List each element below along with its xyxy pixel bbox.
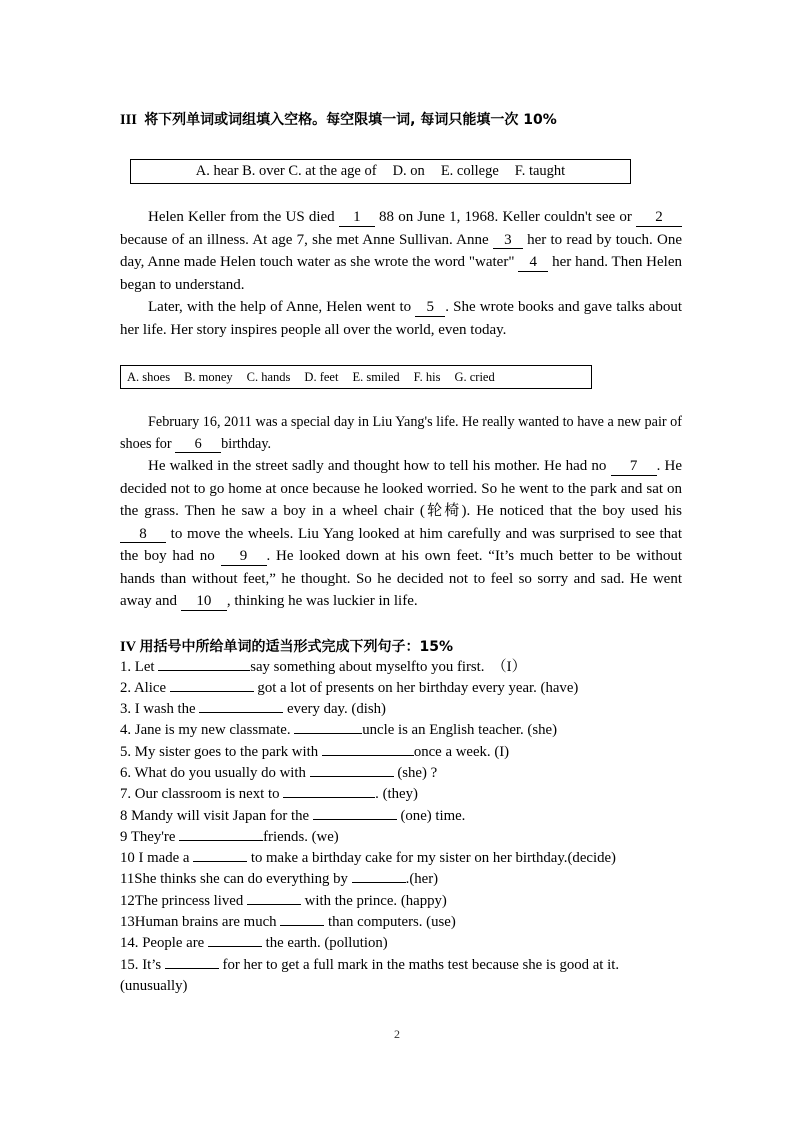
question-item — [120, 933, 682, 954]
question-number: 10 — [120, 850, 135, 867]
question-item — [120, 657, 682, 678]
question-number: 11 — [120, 871, 135, 888]
passage-1-paragraph-2 — [120, 296, 682, 341]
question-item — [120, 912, 682, 933]
question-text-after: . (they) — [375, 786, 418, 803]
question-text-after: say something about myselfto you first. （I） — [250, 658, 527, 675]
answer-blank[interactable] — [165, 968, 219, 969]
answer-blank[interactable] — [283, 797, 375, 798]
passage-text: to move the wheels. Liu Yang looked at him carefully and was surprised to see that the boy had no — [120, 525, 682, 564]
question-text-after: than computers. (use) — [324, 914, 456, 931]
answer-blank[interactable] — [158, 670, 250, 671]
word-option: B. over — [242, 163, 285, 179]
question-text-before: Alice — [131, 679, 170, 696]
question-text-after: .(her) — [405, 871, 439, 888]
answer-blank[interactable] — [313, 819, 397, 820]
question-text-before: I made a — [134, 850, 194, 867]
question-item — [120, 806, 682, 827]
question-text-before: People are — [138, 935, 208, 952]
passage-text: her hand. Then Helen began to understand. — [120, 254, 682, 293]
question-item — [120, 827, 682, 848]
question-number: 5. — [120, 743, 132, 760]
question-text-after: friends. (we) — [263, 828, 339, 845]
blank-4[interactable]: 4 — [518, 255, 548, 272]
section-iv-heading — [120, 637, 682, 657]
question-item — [120, 720, 682, 741]
passage-2-paragraph-1 — [120, 411, 682, 455]
word-option: E. smiled — [352, 370, 400, 384]
question-text-before: Mandy will visit Japan for the — [127, 807, 313, 824]
question-text-after: with the prince. (happy) — [300, 892, 447, 909]
blank-8[interactable]: 8 — [120, 527, 166, 544]
word-option: D. feet — [304, 370, 339, 384]
question-text-after: the earth. (pollution) — [261, 935, 388, 952]
question-item — [120, 784, 682, 805]
answer-blank[interactable] — [322, 755, 414, 756]
word-option: C. at the age of — [288, 163, 377, 179]
word-bank-2 — [120, 365, 592, 389]
passage-text: 88 on June 1, 1968. Keller couldn't see or — [374, 209, 636, 225]
section-iii-number: III — [120, 112, 137, 128]
question-text-before: Jane is my new classmate. — [131, 722, 295, 739]
question-text-before: Let — [131, 658, 159, 675]
answer-blank[interactable] — [193, 861, 247, 862]
section-iii-heading — [120, 110, 682, 130]
blank-9[interactable]: 9 — [221, 549, 267, 566]
question-text-before: Human brains are much — [134, 914, 281, 931]
question-number: 12 — [120, 892, 135, 909]
blank-6[interactable]: 6 — [175, 437, 221, 453]
word-option: D. on — [392, 163, 425, 179]
question-text-after: to make a birthday cake for my sister on her birthday.(decide) — [247, 850, 616, 867]
question-item — [120, 742, 682, 763]
question-text-before: My sister goes to the park with — [131, 743, 322, 760]
question-text-after: uncle is an English teacher. (she) — [362, 722, 558, 739]
passage-text: Later, with the help of Anne, Helen went to — [148, 299, 416, 315]
answer-blank[interactable] — [179, 840, 263, 841]
passage-text: , thinking he was luckier in life. — [226, 593, 418, 609]
blank-2[interactable]: 2 — [636, 210, 682, 227]
question-text-after: for her to get a full mark in the maths test because she is good at it.(unusually) — [120, 956, 620, 994]
question-number: 1. — [120, 658, 132, 675]
blank-1[interactable]: 1 — [339, 210, 375, 227]
blank-5[interactable]: 5 — [415, 300, 445, 317]
passage-text: He walked in the street sadly and thought how to tell his mother. He had no — [148, 458, 611, 474]
word-option: G. cried — [454, 370, 495, 384]
passage-text: . He looked down at his own feet. “It’s much better to be without hands than without feet,” he thought. So he decided not to feel so sorry and sad. He went away and — [120, 548, 683, 609]
question-text-after: got a lot of presents on her birthday every year. (have) — [253, 679, 579, 696]
question-text-before: What do you usually do with — [131, 764, 310, 781]
passage-text: her to read by touch. One day, Anne made Helen touch water as she wrote the word "water" — [120, 231, 682, 270]
word-option: E. college — [440, 163, 499, 179]
passage-text: . She wrote books and gave talks about her life. Her story inspires people all over the world, even today. — [120, 299, 682, 338]
section-iv-number: IV — [120, 638, 136, 655]
answer-blank[interactable] — [247, 904, 301, 905]
passage-text: birthday. — [221, 436, 272, 452]
question-text-after: once a week. (I) — [413, 743, 510, 760]
section-iv-title: 用括号中所给单词的适当形式完成下列句子：15% — [139, 638, 453, 655]
question-number: 6. — [120, 764, 132, 781]
question-number: 8 — [120, 807, 128, 824]
answer-blank[interactable] — [352, 882, 406, 883]
word-option: F. taught — [514, 163, 566, 179]
question-item — [120, 678, 682, 699]
question-number: 15. — [120, 956, 139, 973]
question-text-before: I wash the — [131, 701, 200, 718]
answer-blank[interactable] — [199, 712, 283, 713]
question-number: 2. — [120, 679, 132, 696]
question-number: 13 — [120, 914, 135, 931]
question-item — [120, 848, 682, 869]
page-content — [120, 110, 682, 997]
word-option: F. his — [413, 370, 441, 384]
question-text-after: every day. (dish) — [283, 701, 386, 718]
question-text-before: It’s — [138, 956, 165, 973]
question-number: 3. — [120, 701, 132, 718]
question-text-after: (one) time. — [396, 807, 466, 824]
blank-10[interactable]: 10 — [181, 594, 227, 611]
answer-blank[interactable] — [170, 691, 254, 692]
passage-text: because of an illness. At age 7, she met Anne Sullivan. Anne — [120, 231, 493, 248]
passage-text: . He decided not to go home at once because he looked worried. So he went to the park and sat on the grass. Then he saw a boy in a wheel chair (轮椅). He noticed that the boy used his — [120, 458, 682, 519]
passage-1-paragraph-1 — [120, 206, 682, 296]
question-number: 14. — [120, 935, 139, 952]
blank-3[interactable]: 3 — [493, 233, 523, 250]
answer-blank[interactable] — [310, 776, 394, 777]
question-number: 7. — [120, 786, 132, 803]
word-option: A. shoes — [127, 370, 171, 384]
question-item — [120, 869, 682, 890]
question-text-before: She thinks she can do everything by — [134, 871, 352, 888]
passage-text: February 16, 2011 was a special day in Liu Yang's life. He really wanted to have a new pair of shoes for — [120, 414, 682, 452]
section-iv-question-list — [120, 657, 682, 998]
answer-blank[interactable] — [280, 925, 324, 926]
question-item — [120, 955, 682, 998]
question-text-before: The princess lived — [134, 892, 247, 909]
blank-7[interactable]: 7 — [611, 459, 657, 476]
passage-text: Helen Keller from the US died — [148, 209, 339, 225]
question-item — [120, 699, 682, 720]
question-text-before: They're — [127, 828, 180, 845]
question-item — [120, 763, 682, 784]
question-text-before: Our classroom is next to — [131, 786, 284, 803]
answer-blank[interactable] — [294, 733, 362, 734]
question-item — [120, 891, 682, 912]
word-bank-1 — [130, 159, 631, 184]
question-text-after: (she) ? — [393, 764, 438, 781]
section-iii-title: 将下列单词或词组填入空格。每空限填一词, 每词只能填一次 10% — [144, 112, 557, 128]
answer-blank[interactable] — [208, 946, 262, 947]
question-number: 4. — [120, 722, 132, 739]
page-number: 2 — [394, 1027, 400, 1041]
passage-2-paragraph-2 — [120, 455, 682, 613]
question-number: 9 — [120, 828, 128, 845]
word-option: B. money — [184, 370, 233, 384]
word-option: C. hands — [246, 370, 291, 384]
word-option: A. hear — [195, 163, 239, 179]
